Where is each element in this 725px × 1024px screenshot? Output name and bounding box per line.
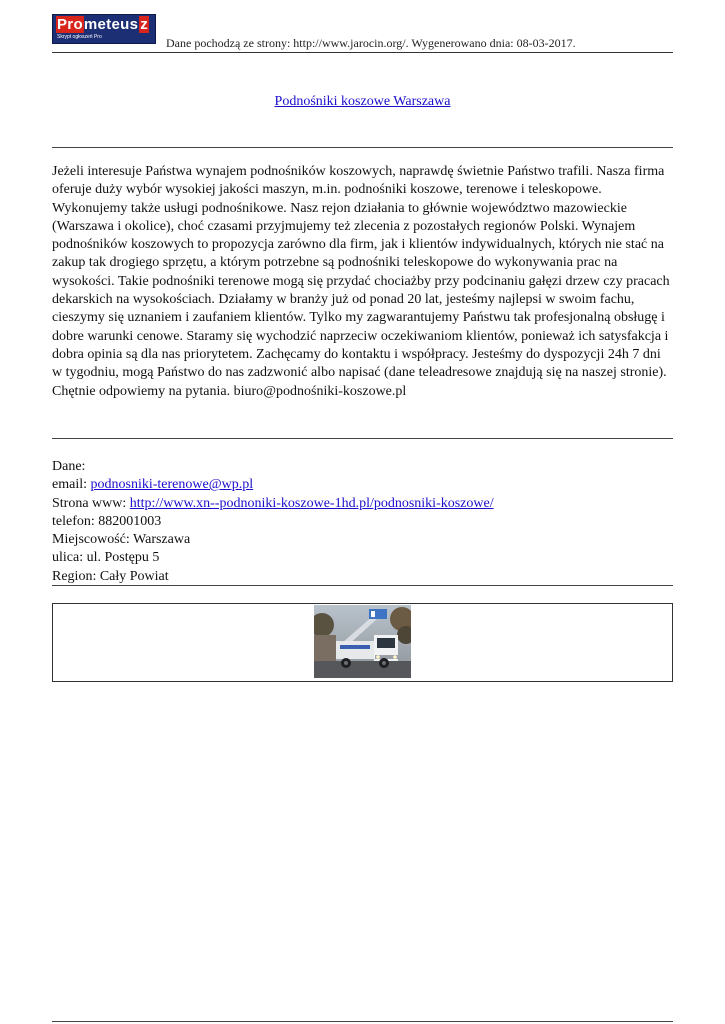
truck-lift-photo[interactable] [314, 605, 411, 678]
listing-image-box [52, 603, 673, 682]
footer-divider [52, 1021, 673, 1022]
contact-details [52, 458, 673, 586]
divider [52, 147, 673, 148]
logo-wordmark: Prometeus z [57, 16, 149, 33]
contact-street: ulica: ul. Postępu 5 [52, 550, 160, 566]
contact-region: Region: Cały Powiat [52, 568, 169, 584]
contact-city: Miejscowość: Warszawa [52, 532, 191, 548]
logo-subtitle: Skrypt ogłoszeń Pro [57, 34, 102, 40]
divider [52, 438, 673, 439]
website-label: Strona www: [52, 495, 130, 511]
divider [52, 585, 673, 586]
listing-title-wrap [0, 94, 725, 110]
contact-email-row [52, 476, 673, 494]
listing-description [52, 163, 673, 401]
prometeusz-logo[interactable] [52, 14, 156, 44]
website-link[interactable]: http://www.xn--podnoniki-koszowe-1hd.pl/podnosniki-koszowe/ [129, 495, 494, 511]
contact-phone: telefon: 882001003 [52, 513, 162, 529]
email-link[interactable]: podnosniki-terenowe@wp.pl [90, 477, 254, 493]
source-info: Dane pochodzą ze strony: http://www.jarocin.org/. Wygenerowano dnia: 08-03-2017. [166, 36, 576, 50]
description-text: Jeżeli interesuje Państwa wynajem podnośników koszowych, naprawdę świetnie Państwo trafili. Nasza firma oferuje duży wybór wysokiej jakości maszyn, m.in. podnośniki koszowe, terenowe i teleskopowe. Wykonujemy także usługi podnośnikowe. Nasz rejon działania to głównie województwo mazowieckie (Warszawa i okolice), choć czasami przyjmujemy też zlecenia z pozostałych regionów Polski. Wynajem podnośników koszowych to propozycja zarówno dla firm, jak i klientów indywidualnych, których nie stać na zakup tak drogiego sprzętu, a którym potrzebne są podnośniki teleskopowe do wykonywania prac na wysokości. Takie podnośniki terenowe mogą się przydać chociażby przy podcinaniu gałęzi drzew czy pracach dekarskich na wysokościach. Działamy w branży już od ponad 20 lat, jesteśmy najlepsi w swoim fachu, cieszymy się uznaniem i zaufaniem klientów. Tylko my zagwarantujemy Państwu tak profesjonalną obsługę i dobre warunki cenowe. Staramy się wychodzić naprzeciw oczekiwaniom klientów, ponieważ ich satysfakcja i dobra opinia są dla nas priorytetem. Zachęcamy do kontaktu i współpracy. Jesteśmy do dyspozycji 24h 7 dni w tygodniu, mogą Państwo do nas zadzwonić albo napisać (dane teleadresowe znajdują się na naszej stronie). Chętnie odpowiemy na pytania. biuro@podnośniki-koszowe.pl [52, 164, 670, 399]
page-header [52, 14, 673, 53]
contact-heading: Dane: [52, 459, 86, 474]
listing-title-link[interactable]: Podnośniki koszowe Warszawa [274, 94, 451, 109]
email-label: email: [52, 477, 91, 493]
contact-website-row [52, 495, 673, 513]
